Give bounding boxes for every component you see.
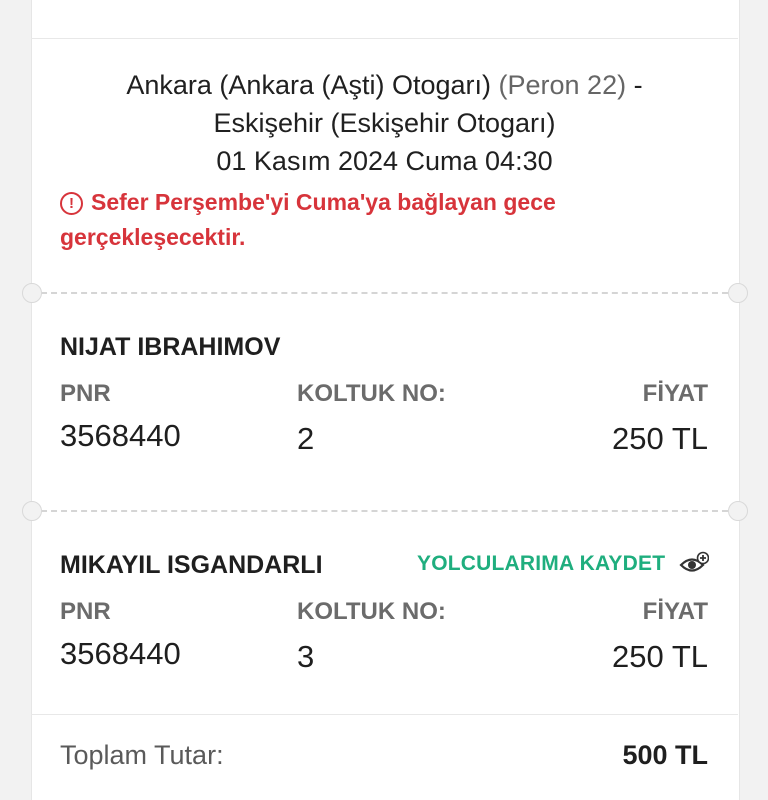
price-label: FİYAT xyxy=(642,598,708,625)
pnr-value: 3568440 xyxy=(60,636,181,671)
warning-text: Sefer Perşembe'yi Cuma'ya bağlayan gece gerçekleşecektir. xyxy=(60,189,556,250)
price-value: 250 TL xyxy=(612,639,708,674)
total-separator xyxy=(31,714,738,715)
info-circle-icon: ! xyxy=(60,192,83,215)
seat-value: 3 xyxy=(297,639,315,674)
pnr-label: PNR xyxy=(60,380,111,407)
route-separator: - xyxy=(633,70,643,100)
save-to-passengers-button[interactable]: YOLCULARIMA KAYDET xyxy=(417,552,666,575)
ticket-notch-right xyxy=(728,501,748,521)
pnr-label: PNR xyxy=(60,598,111,625)
top-separator xyxy=(31,38,738,39)
trip-route xyxy=(31,66,738,180)
seat-label: KOLTUK NO: xyxy=(297,380,446,407)
destination-text: Eskişehir (Eskişehir Otogarı) xyxy=(213,108,556,138)
pnr-value: 3568440 xyxy=(60,418,181,453)
ticket-notch-left xyxy=(22,283,42,303)
total-label: Toplam Tutar: xyxy=(60,740,224,770)
seat-label: KOLTUK NO: xyxy=(297,598,446,625)
platform-text: (Peron 22) xyxy=(498,70,627,100)
ticket-divider xyxy=(31,510,738,512)
price-value: 250 TL xyxy=(612,421,708,456)
origin-text: Ankara (Ankara (Aşti) Otogarı) xyxy=(126,70,491,100)
departure-datetime: 01 Kasım 2024 Cuma 04:30 xyxy=(216,146,553,176)
price-label: FİYAT xyxy=(642,380,708,407)
ticket-divider xyxy=(31,292,738,294)
ticket-notch-left xyxy=(22,501,42,521)
passenger-name: NIJAT IBRAHIMOV xyxy=(60,333,281,361)
eye-plus-icon[interactable] xyxy=(679,551,709,577)
ticket-notch-right xyxy=(728,283,748,303)
overnight-warning xyxy=(60,185,620,255)
total-value: 500 TL xyxy=(622,740,708,770)
seat-value: 2 xyxy=(297,421,315,456)
passenger-name: MIKAYIL ISGANDARLI xyxy=(60,551,323,579)
